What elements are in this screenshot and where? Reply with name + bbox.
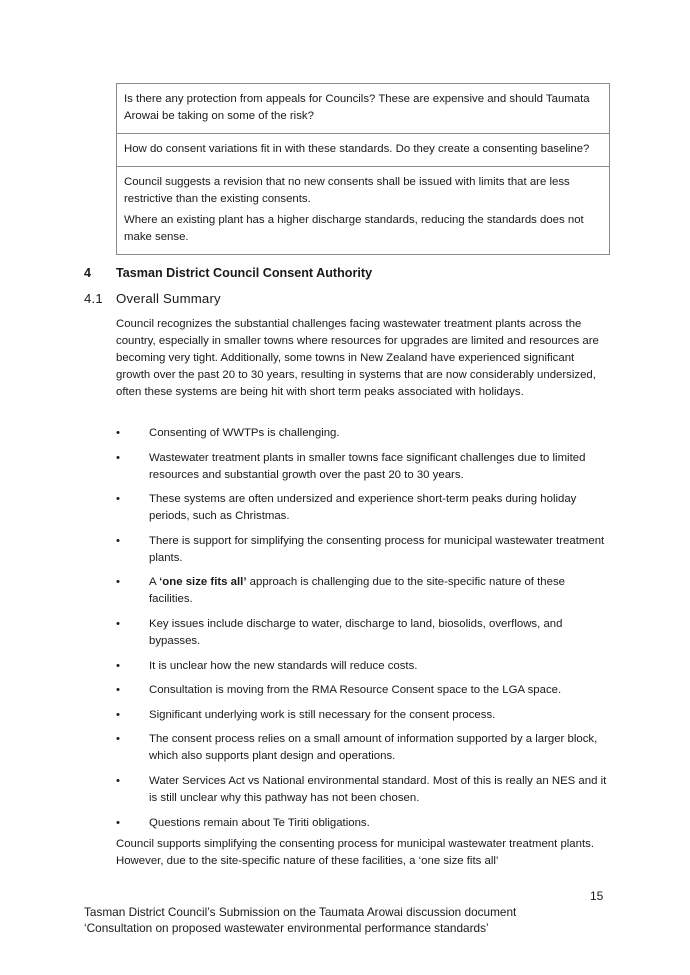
list-item	[116, 425, 608, 442]
list-item	[116, 616, 608, 650]
list-item	[116, 658, 608, 675]
bullet-icon: •	[116, 659, 120, 672]
table-cell-text: Where an existing plant has a higher discharge standards, reducing the standards does not make sense.	[124, 214, 584, 243]
list-item-text: Questions remain about Te Tiriti obligations.	[149, 816, 370, 829]
bullet-icon: •	[116, 451, 120, 464]
list-item	[116, 731, 608, 765]
table-cell-text: Council suggests a revision that no new consents shall be issued with limits that are less restrictive than the existing consents.	[124, 176, 570, 205]
section-heading	[84, 265, 372, 282]
list-item-text: Wastewater treatment plants in smaller towns face significant challenges due to limited resources and substantial growth over the past 20 to 30 years.	[149, 451, 586, 481]
bullet-icon: •	[116, 733, 120, 746]
list-item	[116, 491, 608, 525]
list-item	[116, 773, 608, 807]
bullet-icon: •	[116, 493, 120, 506]
list-item-text: Consenting of WWTPs is challenging.	[149, 427, 340, 439]
table-row	[117, 134, 609, 167]
subsection-heading	[84, 290, 221, 307]
section-number: 4	[84, 266, 92, 280]
list-item-text: Significant underlying work is still necessary for the consent process.	[149, 708, 496, 721]
bullet-icon: •	[116, 816, 120, 829]
questions-table	[116, 83, 610, 255]
bullet-icon: •	[116, 534, 120, 547]
list-item-text: The consent process relies on a small amount of information supported by a larger block, which also supports plant design and operations.	[149, 733, 598, 763]
table-cell-text: Is there any protection from appeals for Councils? These are expensive and should Taumata Arowai be taking on some of the risk?	[124, 93, 590, 122]
list-item-text: Consultation is moving from the RMA Resource Consent space to the LGA space.	[149, 684, 562, 697]
section-title: Tasman District Council Consent Authority	[116, 266, 373, 280]
list-item	[116, 450, 608, 484]
list-item-emphasis: ‘one size fits all’	[159, 576, 247, 589]
intro-paragraph: Council recognizes the substantial challenges facing wastewater treatment plants across the country, especially in smaller towns where resources for upgrades are limited and resources are becoming very tight. Additionally, some towns in New Zealand have experienced significant growth over the past 20 to 30 years, resulting in systems that are now considerably undersized, often these systems are being hit with short term peaks associated with holidays.	[116, 318, 599, 398]
list-item-text: It is unclear how the new standards will reduce costs.	[149, 659, 418, 672]
table-row	[117, 84, 609, 134]
subsection-number: 4.1	[84, 291, 103, 306]
footer-line: ‘Consultation on proposed wastewater environmental performance standards’	[84, 921, 489, 935]
table-cell-text: How do consent variations fit in with these standards. Do they create a consenting baseline?	[124, 143, 590, 155]
list-item-text: Water Services Act vs National environmental standard. Most of this is really an NES and it is still unclear why this pathway has not been chosen.	[149, 774, 607, 804]
list-item	[116, 707, 608, 724]
list-item-text: Key issues include discharge to water, discharge to land, biosolids, overflows, and bypasses.	[149, 617, 563, 647]
list-item	[116, 574, 608, 608]
list-item-text: These systems are often undersized and experience short-term peaks during holiday periods, such as Christmas.	[149, 493, 577, 523]
summary-bullet-list	[116, 425, 608, 839]
bullet-icon: •	[116, 576, 120, 589]
bullet-icon: •	[116, 427, 120, 439]
bullet-icon: •	[116, 708, 120, 721]
page-footer	[84, 904, 624, 936]
footer-line: Tasman District Council’s Submission on the Taumata Arowai discussion document	[84, 905, 517, 919]
list-item	[116, 533, 608, 567]
list-item-text: There is support for simplifying the consenting process for municipal wastewater treatment plants.	[149, 534, 605, 564]
bullet-icon: •	[116, 774, 120, 787]
bullet-icon: •	[116, 617, 120, 630]
page-number: 15	[590, 889, 604, 903]
subsection-title: Overall Summary	[116, 291, 221, 306]
bullet-icon: •	[116, 684, 120, 697]
list-item-text-post: approach is challenging due to the site-specific nature of these facilities.	[149, 576, 566, 606]
list-item-text-pre: A	[149, 576, 160, 589]
list-item	[116, 682, 608, 699]
list-item	[116, 815, 608, 832]
closing-paragraph: Council supports simplifying the consenting process for municipal wastewater treatment plants. However, due to the site-specific nature of these facilities, a ‘one size fits all’	[116, 838, 595, 867]
table-row	[117, 167, 609, 254]
